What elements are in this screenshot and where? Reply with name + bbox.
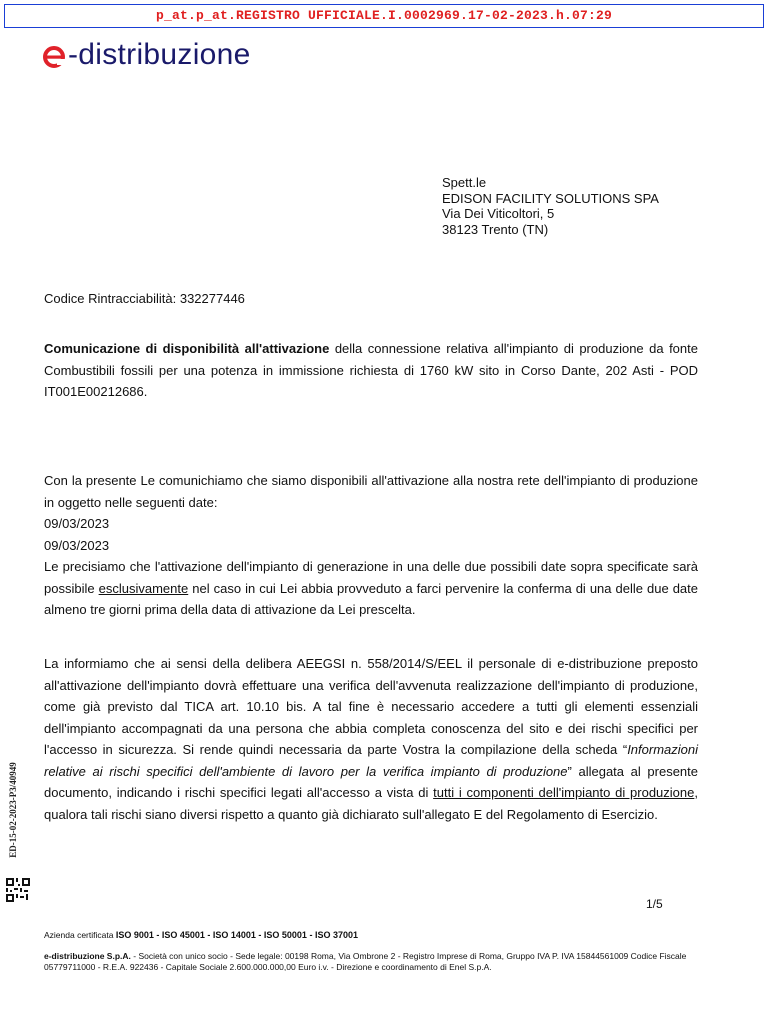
availability-paragraph <box>44 470 698 621</box>
info-underline: tutti i componenti dell'impianto di produzione <box>433 785 695 800</box>
info-text-a: La informiamo che ai sensi della delibera AEEGSI n. 558/2014/S/EEL il personale di e-distribuzione preposto all'attivazione dell'impianto dovrà effettuare una verifica dell'avvenuta realizzazione dell'impianto di produzione, come già previsto dal TICA art. 10.10 bis. A tal fine è necessario accedere a tutti gli elementi essenziali dell'impianto accompagnati da una persona che abbia completa conoscenza del sito e dei rischi specifici per l'accesso in sicurezza. Si rende quindi necessaria da parte Vostra la compilazione della scheda “ <box>44 656 698 757</box>
info-text-b: ” allegata al presente documento, indicando i rischi specifici legati all'accesso a vista di <box>44 763 698 800</box>
info-italic: Informazioni relative ai rischi specifici dell'ambiente di lavoro per la verifica impianto di produzione <box>44 742 698 779</box>
date-2: 09/03/2023 <box>44 537 110 553</box>
info-paragraph <box>44 653 698 825</box>
precise-underline: esclusivamente <box>98 580 189 596</box>
certification-standards: ISO 9001 - ISO 45001 - ISO 14001 - ISO 50001 - ISO 37001 <box>115 930 358 940</box>
intro-text: Con la presente Le comunichiamo che siamo disponibili all'attivazione alla nostra rete dell'impianto di produzione in oggetto nelle seguenti date: <box>44 473 698 510</box>
e-logo-icon <box>42 45 66 69</box>
recipient-address <box>442 175 659 237</box>
protocol-text: p_at.p_at.REGISTRO UFFICIALE.I.0002969.17-02-2023.h.07:29 <box>155 8 613 23</box>
date-1: 09/03/2023 <box>44 516 110 531</box>
trace-code: Codice Rintracciabilità: 332277446 <box>44 291 245 306</box>
info-text-c: , qualora tali rischi siano diversi rispetto a quanto già dichiarato sull'allegato E del Regolamento di Esercizio. <box>44 785 698 822</box>
footer-details: - Società con unico socio - Sede legale: 00198 Roma, Via Ombrone 2 - Registro Imprese di Roma, Gruppo IVA P. IVA 15844561009 Codice Fiscale 05779711000 - R.E.A. 922436 - Capitale Sociale 2.600.000.000,00 Euro i.v. - Direzione e coordinamento di Enel S.p.A. <box>44 951 687 972</box>
recipient-street: Via Dei Viticoltori, 5 <box>442 206 555 221</box>
certification <box>44 930 358 940</box>
certification-label: Azienda certificata <box>44 930 116 940</box>
subject-text: della connessione relativa all'impianto di produzione da fonte Combustibili fossili per una potenza in immissione richiesta di 1760 kW sito in Corso Dante, 202 Asti - POD IT001E00212686. <box>44 341 698 399</box>
precise-text <box>44 556 698 621</box>
logo <box>42 36 251 74</box>
precise-text-b: nel caso in cui Lei abbia provveduto a farci pervenire la conferma di una delle due date almeno tre giorni prima della data di attivazione da Lei prescelta. <box>44 580 699 617</box>
side-code: ED-15-02-2023-P3/40949 <box>8 762 18 858</box>
recipient-city: 38123 Trento (TN) <box>442 221 549 237</box>
recipient-company: EDISON FACILITY SOLUTIONS SPA <box>442 190 659 206</box>
logo-text: -distribuzione <box>68 38 251 71</box>
protocol-stamp <box>4 4 764 28</box>
page-number: 1/5 <box>646 897 663 911</box>
footer-company: e-distribuzione S.p.A. <box>44 951 131 961</box>
precise-text-a: Le precisiamo che l'attivazione dell'impianto di generazione in una delle due possibili date sopra specificate sarà possibile <box>44 559 698 596</box>
subject-paragraph <box>44 338 698 403</box>
footer-legal <box>44 951 699 973</box>
subject-bold: Comunicazione di disponibilità all'attivazione <box>44 341 330 356</box>
recipient-salutation: Spett.le <box>442 175 487 190</box>
qr-code-icon <box>6 878 30 902</box>
